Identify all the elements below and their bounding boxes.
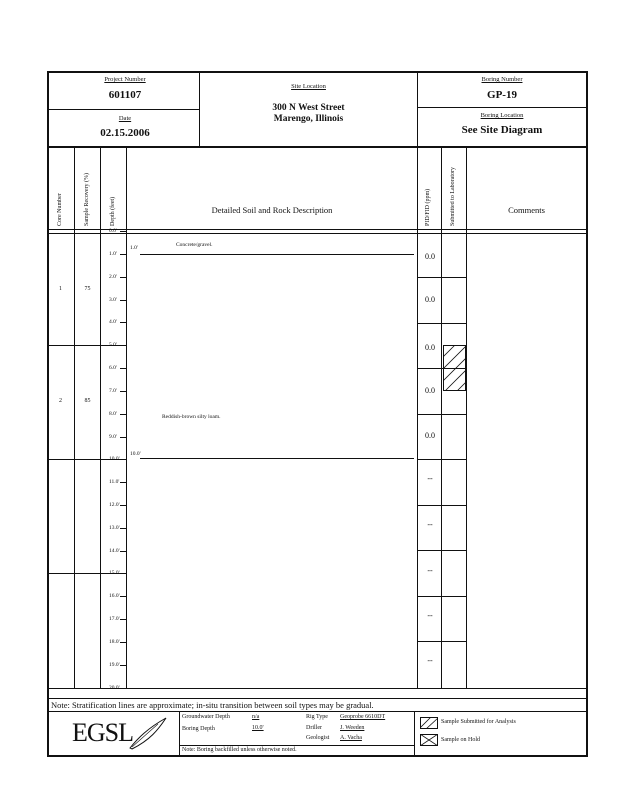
groundwater-depth: n/a: [252, 714, 260, 720]
project-number-label: Project Number: [104, 76, 146, 83]
layer-marker-1ft: 1.0': [130, 245, 138, 251]
depth-tick: 11.0': [101, 476, 126, 488]
pid-reading: --: [427, 656, 433, 665]
legend-hatch-icon: [420, 717, 438, 729]
depth-tick: 16.0': [101, 590, 126, 602]
boring-depth: 10.0': [252, 725, 264, 731]
stratification-note: Note: Stratification lines are approximate; in-situ transition between soil types may be gradual.: [51, 700, 374, 710]
depth-tick: 13.0': [101, 522, 126, 534]
depth-tick: 18.0': [101, 636, 126, 648]
depth-tick: 15.0': [101, 567, 126, 579]
rig-type: Geoprobe 6610DT: [340, 714, 386, 720]
groundwater-depth-label: Groundwater Depth: [182, 714, 230, 720]
frame-bottom: [47, 755, 588, 757]
sample-submitted-hatch: [443, 345, 466, 391]
site-address-line2: Marengo, Illinois: [273, 114, 344, 124]
legend-submitted-label: Sample Submitted for Analysis: [441, 719, 516, 725]
depth-tick: 5.0': [101, 339, 126, 351]
pid-reading: --: [427, 474, 433, 483]
depth-header: Depth (feet): [110, 196, 116, 226]
site-address: [200, 103, 417, 125]
description-header: Detailed Soil and Rock Description: [211, 205, 333, 215]
pid-reading: 0.0: [425, 431, 435, 440]
core-number-header: Core Number: [57, 193, 63, 226]
site-location-label: Site Location: [291, 83, 326, 90]
depth-tick: 8.0': [101, 408, 126, 420]
column-header-divider: [47, 229, 588, 230]
depth-tick: 4.0': [101, 316, 126, 328]
date-value: 02.15.2006: [100, 127, 150, 139]
site-address-line1: 300 N West Street: [272, 103, 345, 113]
depth-tick: 9.0': [101, 431, 126, 443]
layer-boundary-1ft: [140, 254, 414, 255]
pid-reading: --: [427, 566, 433, 575]
project-number: 601107: [108, 89, 142, 101]
date-label: Date: [118, 115, 132, 122]
comments-header: Comments: [508, 205, 545, 215]
frame-left: [47, 71, 49, 757]
geologist: A. Vacha: [340, 735, 362, 741]
pid-reading: --: [427, 611, 433, 620]
depth-tick: 1.0': [101, 248, 126, 260]
layer-marker-10ft: 10.0': [130, 451, 141, 457]
pid-reading: 0.0: [425, 295, 435, 304]
depth-tick: 7.0': [101, 385, 126, 397]
layer-boundary-10ft: [140, 458, 414, 459]
driller-label: Driller: [306, 725, 322, 731]
frame-top: [47, 71, 588, 73]
core-2-recovery: 85: [84, 398, 91, 404]
frame-right: [586, 71, 588, 757]
boring-number: GP-19: [487, 89, 517, 101]
core-1-recovery: 75: [84, 286, 91, 292]
boring-location: See Site Diagram: [461, 124, 543, 136]
backfill-note: Note: Boring backfilled unless otherwise noted.: [182, 747, 297, 753]
header-divider: [47, 146, 588, 148]
depth-tick: 3.0': [101, 294, 126, 306]
pid-reading: 0.0: [425, 343, 435, 352]
layer-description-concrete: Concrete/gravel.: [176, 242, 213, 248]
boring-number-label: Boring Number: [481, 76, 523, 83]
submitted-header: Submitted to Laboratory: [450, 167, 456, 226]
depth-tick: 14.0': [101, 545, 126, 557]
company-logo: EGSL: [72, 718, 133, 747]
depth-tick: 12.0': [101, 499, 126, 511]
depth-tick: 6.0': [101, 362, 126, 374]
sample-recovery-header: Sample Recovery (%): [84, 173, 90, 226]
logo-feather: [128, 716, 168, 750]
legend-hold-label: Sample on Hold: [441, 737, 480, 743]
depth-tick: 0.0': [101, 225, 126, 237]
pid-header: PID/FID (ppm): [425, 188, 431, 226]
boring-location-label: Boring Location: [480, 112, 524, 119]
depth-tick: 19.0': [101, 659, 126, 671]
boring-depth-label: Boring Depth: [182, 726, 215, 732]
core-1-number: 1: [59, 286, 62, 292]
rig-type-label: Rig Type: [306, 714, 328, 720]
layer-description-loam: Reddish-brown silty loam.: [162, 414, 221, 420]
pid-reading: 0.0: [425, 386, 435, 395]
driller: J. Weeden: [340, 725, 365, 731]
geologist-label: Geologist: [306, 735, 330, 741]
depth-tick: 10.0': [101, 453, 126, 465]
pid-reading: 0.0: [425, 252, 435, 261]
depth-tick: 2.0': [101, 271, 126, 283]
pid-reading: --: [427, 520, 433, 529]
legend-cross-icon: [420, 734, 438, 746]
depth-tick: 17.0': [101, 613, 126, 625]
core-2-number: 2: [59, 398, 62, 404]
